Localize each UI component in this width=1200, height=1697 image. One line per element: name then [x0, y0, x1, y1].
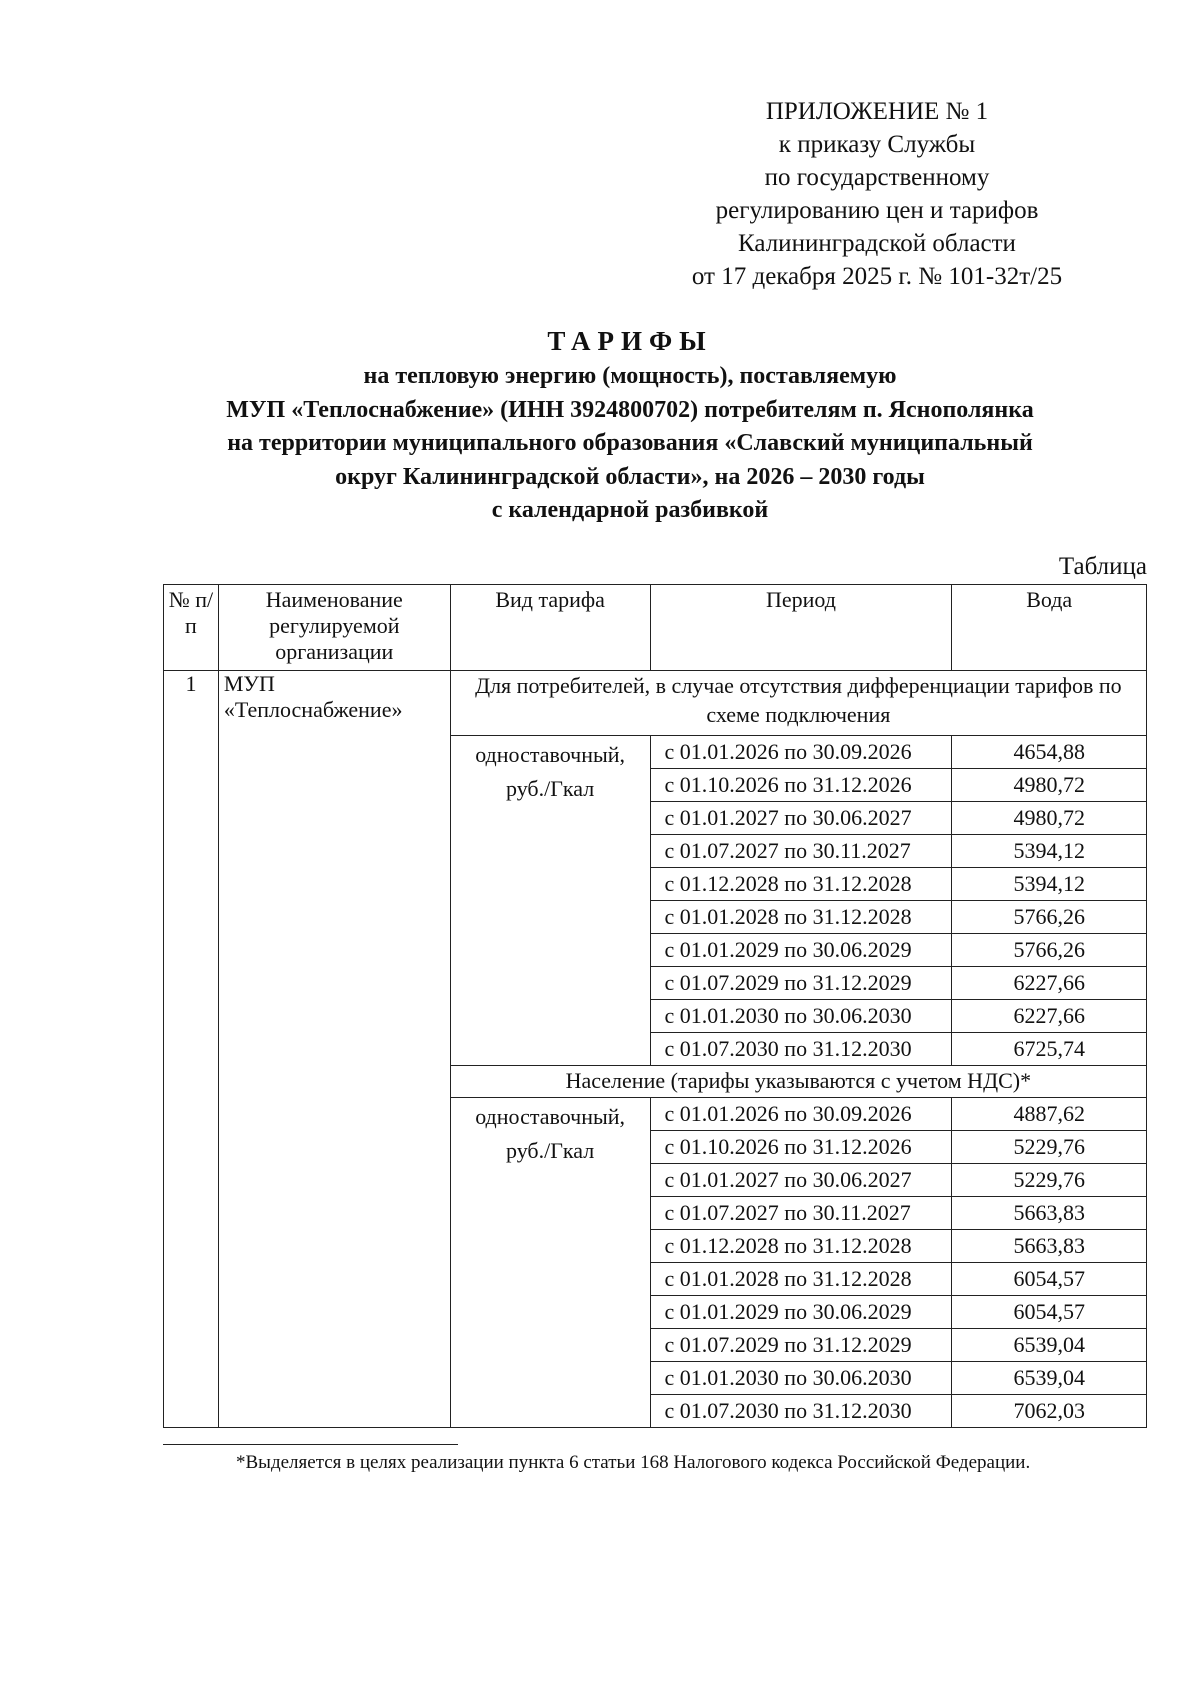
title-main: ТАРИФЫ — [547, 326, 713, 356]
value-cell: 5229,76 — [952, 1164, 1147, 1197]
row-number: 1 — [164, 671, 219, 1428]
header-type: Вид тарифа — [450, 585, 650, 671]
appendix-line: регулированию цен и тарифов — [715, 197, 1039, 224]
period-cell: с 01.01.2030 по 30.06.2030 — [650, 1000, 952, 1033]
period-cell: с 01.12.2028 по 31.12.2028 — [650, 1230, 952, 1263]
appendix-header — [642, 95, 1112, 293]
table-caption: Таблица — [1058, 553, 1147, 580]
value-cell: 4887,62 — [952, 1098, 1147, 1131]
appendix-line: ПРИЛОЖЕНИЕ № 1 — [765, 98, 989, 125]
value-cell: 6539,04 — [952, 1329, 1147, 1362]
value-cell: 5394,12 — [952, 868, 1147, 901]
value-cell: 5394,12 — [952, 835, 1147, 868]
period-cell: с 01.01.2026 по 30.09.2026 — [650, 736, 952, 769]
value-cell: 6539,04 — [952, 1362, 1147, 1395]
value-cell: 5766,26 — [952, 934, 1147, 967]
header-water: Вода — [952, 585, 1147, 671]
period-cell: с 01.01.2027 по 30.06.2027 — [650, 802, 952, 835]
period-cell: с 01.07.2027 по 30.11.2027 — [650, 1197, 952, 1230]
period-cell: с 01.07.2029 по 31.12.2029 — [650, 967, 952, 1000]
header-period: Период — [650, 585, 952, 671]
tariff-type: одноставочный, руб./Гкал — [450, 1098, 650, 1428]
organization-name: МУП «Теплоснабжение» — [218, 671, 450, 1428]
document-title — [160, 322, 1100, 528]
appendix-line: от 17 декабря 2025 г. № 101-32т/25 — [691, 263, 1063, 290]
period-cell: с 01.07.2029 по 31.12.2029 — [650, 1329, 952, 1362]
value-cell: 5663,83 — [952, 1230, 1147, 1263]
period-cell: с 01.01.2029 по 30.06.2029 — [650, 934, 952, 967]
title-line: с календарной разбивкой — [491, 497, 769, 523]
title-line: на территории муниципального образования «Славский муниципальный — [227, 430, 1033, 456]
title-line: округ Калининградской области», на 2026 – 2030 годы — [335, 463, 925, 490]
tariff-type: одноставочный, руб./Гкал — [450, 736, 650, 1066]
group-title: Для потребителей, в случае отсутствия дифференциации тарифов по схеме подключения — [450, 671, 1146, 736]
value-cell: 5663,83 — [952, 1197, 1147, 1230]
appendix-line: к приказу Службы — [778, 131, 976, 158]
table-header-row — [164, 585, 1147, 671]
value-cell: 6725,74 — [952, 1033, 1147, 1066]
period-cell: с 01.07.2027 по 30.11.2027 — [650, 835, 952, 868]
appendix-line: по государственному — [764, 164, 990, 191]
period-cell: с 01.07.2030 по 31.12.2030 — [650, 1395, 952, 1428]
value-cell: 4980,72 — [952, 769, 1147, 802]
header-num: № п/п — [164, 585, 219, 671]
value-cell: 4980,72 — [952, 802, 1147, 835]
period-cell: с 01.10.2026 по 31.12.2026 — [650, 769, 952, 802]
value-cell: 7062,03 — [952, 1395, 1147, 1428]
header-org: Наименование регулируемой организации — [218, 585, 450, 671]
period-cell: с 01.01.2029 по 30.06.2029 — [650, 1296, 952, 1329]
title-line: на тепловую энергию (мощность), поставляемую — [363, 363, 897, 389]
value-cell: 5229,76 — [952, 1131, 1147, 1164]
footnote: *Выделяется в целях реализации пункта 6 статьи 168 Налогового кодекса Российской Федерации. — [236, 1452, 1031, 1473]
period-cell: с 01.01.2026 по 30.09.2026 — [650, 1098, 952, 1131]
period-cell: с 01.07.2030 по 31.12.2030 — [650, 1033, 952, 1066]
period-cell: с 01.01.2027 по 30.06.2027 — [650, 1164, 952, 1197]
group-title: Население (тарифы указываются с учетом НДС)* — [450, 1066, 1146, 1098]
value-cell: 4654,88 — [952, 736, 1147, 769]
period-cell: с 01.01.2028 по 31.12.2028 — [650, 1263, 952, 1296]
value-cell: 6054,57 — [952, 1296, 1147, 1329]
period-cell: с 01.10.2026 по 31.12.2026 — [650, 1131, 952, 1164]
value-cell: 6227,66 — [952, 1000, 1147, 1033]
period-cell: с 01.01.2028 по 31.12.2028 — [650, 901, 952, 934]
appendix-line: Калининградской области — [738, 230, 1016, 257]
group-title-row — [164, 671, 1147, 736]
footnote-divider — [163, 1444, 458, 1445]
value-cell: 5766,26 — [952, 901, 1147, 934]
value-cell: 6054,57 — [952, 1263, 1147, 1296]
value-cell: 6227,66 — [952, 967, 1147, 1000]
period-cell: с 01.12.2028 по 31.12.2028 — [650, 868, 952, 901]
period-cell: с 01.01.2030 по 30.06.2030 — [650, 1362, 952, 1395]
tariff-table — [163, 584, 1147, 1428]
title-line: МУП «Теплоснабжение» (ИНН 3924800702) потребителям п. Яснополянка — [226, 396, 1034, 423]
